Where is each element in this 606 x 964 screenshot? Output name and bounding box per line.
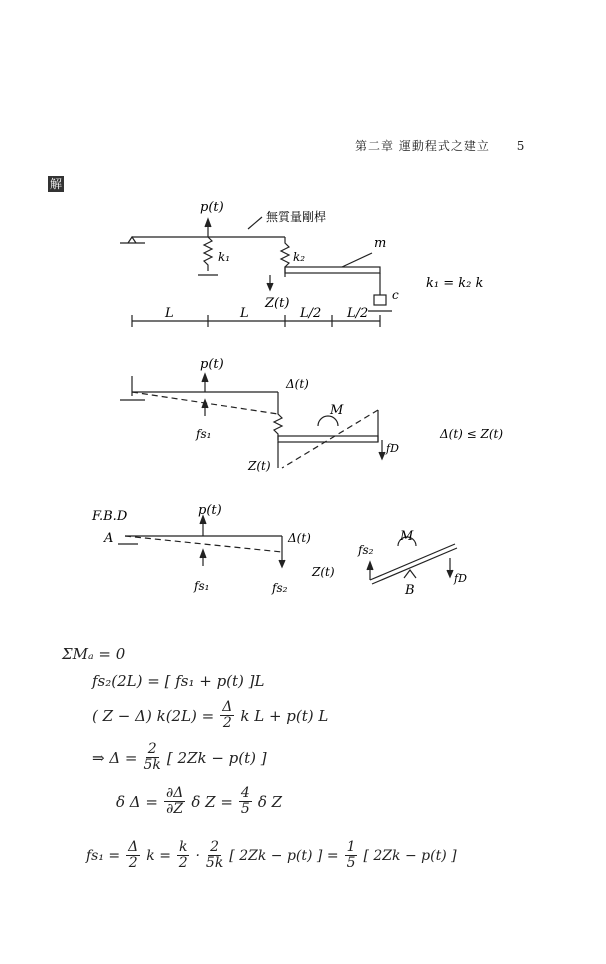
- z-label: Z(t): [312, 565, 335, 579]
- running-header: [355, 137, 525, 154]
- spring-k1: [204, 237, 212, 271]
- figure-structure: [0, 195, 606, 345]
- point-a-label: A: [104, 531, 114, 546]
- fraction: $\frac{\partial\Delta}{\partial Z}$: [165, 785, 184, 817]
- equation-4: ⇒ Δ = $\frac{2}{5k}$ [ 2Zk − p(t) ]: [92, 741, 267, 773]
- dim-2: L: [240, 306, 249, 321]
- equation-1: ΣMₐ = 0: [62, 645, 126, 663]
- fs2b-label: fs₂: [358, 543, 374, 557]
- figure-fbd: [0, 500, 606, 600]
- relation-label: k₁ = k₂ k: [426, 276, 484, 291]
- moment-label: M: [330, 403, 344, 418]
- k1-label: k₁: [218, 250, 231, 264]
- fraction: $\frac{2}{5k}$: [143, 741, 161, 773]
- moment-label: M: [400, 529, 414, 544]
- fd-label: fD: [386, 442, 399, 455]
- equation-3: ( Z − Δ) k(2L) = $\frac{\Delta}{2}$ k L + p(t) L: [92, 699, 329, 731]
- chapter-label: 第二章: [355, 139, 395, 153]
- fraction: $\frac{1}{5}$: [346, 839, 356, 871]
- relation-label: Δ(t) ≤ Z(t): [440, 427, 504, 441]
- fd-label: fD: [454, 572, 467, 585]
- c-label: c: [392, 288, 399, 302]
- dim-3: L/2: [300, 306, 322, 321]
- fs2-label: fs₂: [272, 581, 288, 595]
- note-leader: [248, 217, 262, 229]
- load-label: p(t): [200, 357, 224, 372]
- page-number: 5: [516, 139, 526, 153]
- equation-6: fs₁ = $\frac{\Delta}{2}$ k = $\frac{k}{2}$ · $\frac{2}{5k}$ [ 2Zk − p(t) ] = $\frac{1}{5}$ [ 2Zk − p(t) ]: [86, 839, 457, 871]
- dim-4: L/2: [347, 306, 369, 321]
- load-label: p(t): [198, 503, 222, 518]
- fraction: $\frac{\Delta}{2}$: [222, 699, 233, 731]
- k2-label: k₂: [293, 250, 306, 264]
- solution-label: 解: [49, 177, 62, 191]
- fs1-label: fs₁: [194, 579, 210, 593]
- load-label: p(t): [200, 200, 224, 215]
- mass-bar: [285, 267, 380, 273]
- point-b-label: B: [405, 583, 415, 598]
- mass-leader: [342, 253, 372, 267]
- equation-5: δ Δ = $\frac{\partial\Delta}{\partial Z}$ δ Z = $\frac{4}{5}$ δ Z: [116, 785, 283, 817]
- fs1-label: fs₁: [196, 427, 212, 441]
- chapter-title: 運動程式之建立: [398, 139, 490, 153]
- fraction: $\frac{k}{2}$: [178, 839, 188, 871]
- fraction: $\frac{2}{5k}$: [205, 839, 224, 871]
- mass-label: m: [374, 236, 387, 251]
- equation-2: fs₂(2L) = [ fs₁ + p(t) ]L: [92, 672, 265, 690]
- note-label: 無質量剛桿: [266, 210, 327, 224]
- z-label: Z(t): [265, 296, 290, 311]
- fraction: $\frac{4}{5}$: [240, 785, 250, 817]
- delta-label: Δ(t): [286, 377, 309, 391]
- delta-label: Δ(t): [288, 531, 311, 545]
- figure-deformed: [0, 352, 606, 482]
- dim-1: L: [165, 306, 174, 321]
- z-label: Z(t): [248, 459, 271, 473]
- fbd-label: F.B.D: [92, 509, 128, 524]
- fraction: $\frac{\Delta}{2}$: [128, 839, 139, 871]
